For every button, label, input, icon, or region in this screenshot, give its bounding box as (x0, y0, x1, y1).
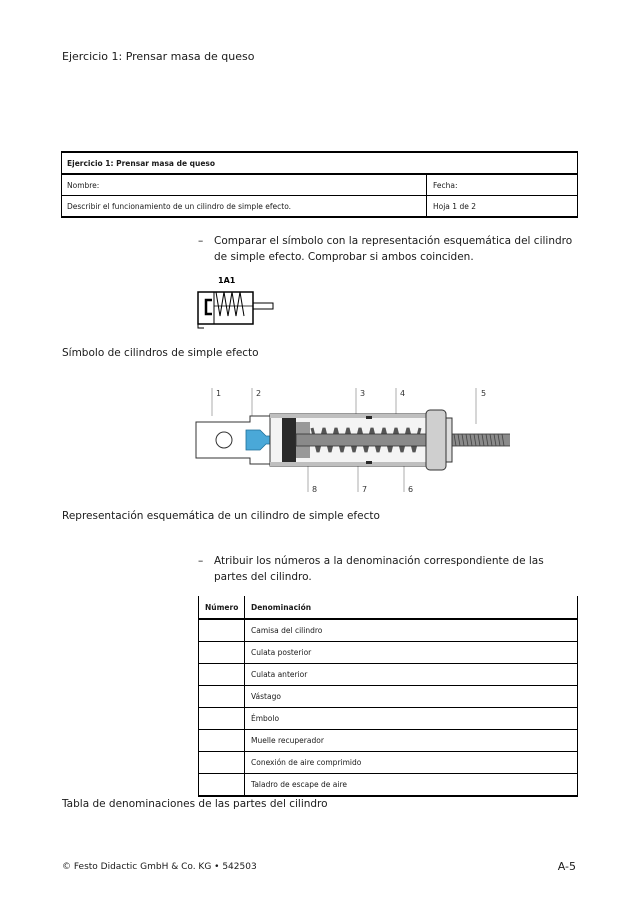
callout-8: 8 (312, 485, 318, 494)
part-name: Conexión de aire comprimido (245, 752, 578, 774)
callout-3: 3 (360, 389, 366, 398)
form-description: Describir el funcionamiento de un cilindro de simple efecto. (67, 201, 292, 211)
part-name: Culata anterior (245, 664, 578, 686)
name-field[interactable]: Nombre: (67, 180, 100, 190)
callout-5: 5 (481, 389, 487, 398)
instruction-assign-text: Atribuir los números a la denominación correspondiente de las partes del cilindro. (214, 555, 544, 583)
form-name-row (61, 175, 578, 196)
table-row (199, 708, 578, 730)
table-row (199, 619, 578, 642)
caption-schematic: Representación esquemática de un cilindro de simple efecto (62, 510, 380, 522)
number-cell[interactable] (199, 752, 245, 774)
part-name: Muelle recuperador (245, 730, 578, 752)
caption-symbol: Símbolo de cilindros de simple efecto (62, 347, 259, 359)
table-row (199, 642, 578, 664)
table-row (199, 752, 578, 774)
callout-1: 1 (216, 389, 222, 398)
table-row (199, 686, 578, 708)
part-name: Taladro de escape de aire (245, 774, 578, 797)
part-name: Émbolo (245, 708, 578, 730)
footer-copyright: © Festo Didactic GmbH & Co. KG • 542503 (62, 862, 257, 872)
part-name: Vástago (245, 686, 578, 708)
part-name: Camisa del cilindro (245, 619, 578, 642)
number-cell[interactable] (199, 642, 245, 664)
table-row (199, 664, 578, 686)
col-header-name: Denominación (245, 596, 578, 619)
number-cell[interactable] (199, 686, 245, 708)
form-title-row (61, 153, 578, 175)
col-header-number: Número (199, 596, 245, 619)
page-title: Ejercicio 1: Prensar masa de queso (62, 50, 255, 63)
part-name: Culata posterior (245, 642, 578, 664)
number-cell[interactable] (199, 708, 245, 730)
number-cell[interactable] (199, 619, 245, 642)
callout-7: 7 (362, 485, 368, 494)
caption-table: Tabla de denominaciones de las partes del cilindro (62, 798, 328, 810)
cylinder-symbol (190, 270, 280, 330)
number-cell[interactable] (199, 730, 245, 752)
instruction-compare-text: Comparar el símbolo con la representación esquemática del cilindro de simple efecto. Comprobar si ambos coinciden. (214, 235, 573, 263)
parts-table (198, 596, 578, 797)
number-cell[interactable] (199, 664, 245, 686)
page-number: A-5 (557, 860, 576, 873)
date-field[interactable]: Fecha: (426, 175, 458, 195)
bullet-dash: – (198, 235, 204, 247)
number-cell[interactable] (199, 774, 245, 797)
callout-2: 2 (256, 389, 262, 398)
sheet-number: Hoja 1 de 2 (426, 196, 476, 216)
callout-6: 6 (408, 485, 414, 494)
form-description-row (61, 196, 578, 216)
table-row (199, 730, 578, 752)
symbol-label: 1A1 (218, 276, 236, 285)
cylinder-schematic (190, 380, 510, 500)
bullet-dash: – (198, 555, 204, 567)
instruction-assign (198, 553, 578, 587)
form-title: Ejercicio 1: Prensar masa de queso (67, 158, 216, 168)
callout-4: 4 (400, 389, 406, 398)
table-row (199, 774, 578, 797)
exercise-form (61, 151, 578, 218)
instruction-compare (198, 233, 578, 267)
